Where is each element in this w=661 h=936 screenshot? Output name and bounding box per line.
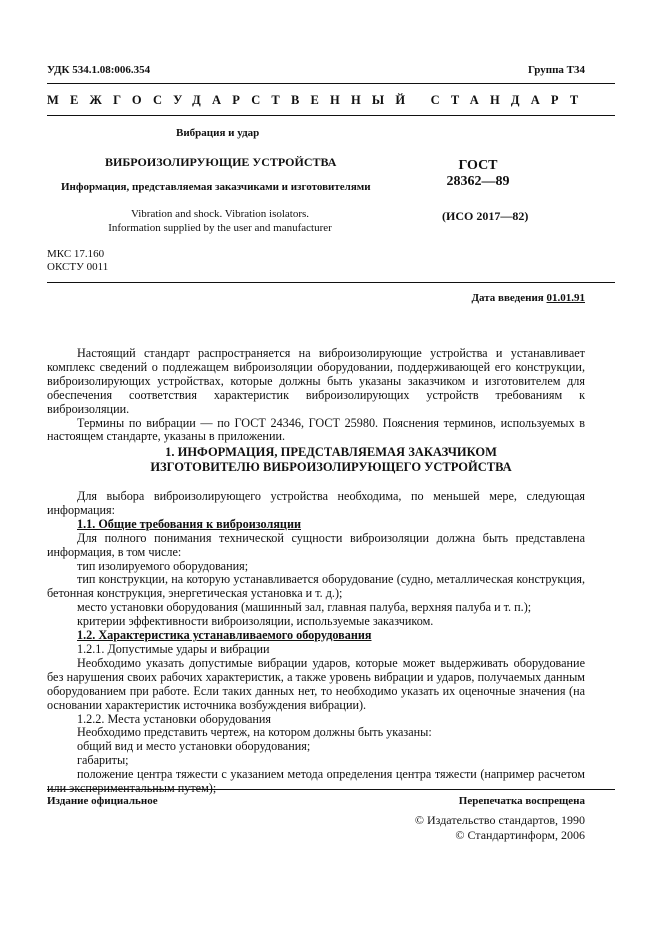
section-1-lead: Для выбора виброизолирующего устройства необходима, по меньшей мере, следующая информация: — [47, 489, 585, 517]
subject: Вибрация и удар — [176, 127, 260, 139]
subsection-1-2-2-text: Необходимо представить чертеж, на котором должны быть указаны: — [77, 725, 432, 740]
official-edition: Издание официальное — [47, 795, 158, 807]
okstu-code: ОКСТУ 0011 — [47, 261, 109, 273]
document-title: ВИБРОИЗОЛИРУЮЩИЕ УСТРОЙСТВА — [105, 155, 337, 169]
subsection-1-2-title: 1.2. Характеристика устанавливаемого оборудования — [77, 628, 372, 643]
list-item-general-view: общий вид и место установки оборудования; — [77, 739, 311, 754]
section-1-heading-line2: ИЗГОТОВИТЕЛЮ ВИБРОИЗОЛИРУЮЩЕГО УСТРОЙСТВА — [150, 460, 512, 474]
list-item-center-of-gravity: положение центра тяжести с указанием метода определения центра тяжести (например расчетом — [77, 767, 585, 782]
iso-reference: (ИСО 2017—82) — [442, 209, 529, 223]
standard-banner: МЕЖГОСУДАРСТВЕННЫЙ СТАНДАРТ — [47, 93, 590, 107]
footer-rule — [47, 789, 615, 790]
section-1-heading-line1: 1. ИНФОРМАЦИЯ, ПРЕДСТАВЛЯЕМАЯ ЗАКАЗЧИКОМ — [165, 445, 497, 459]
banner-rule — [47, 115, 615, 116]
subsection-1-2-1-text: Необходимо указать допустимые вибрации ударов, которые может выдерживать оборудование без нарушения своих рабочих характеристик, а также уровень вибрации и ударов, получаемых данным оборудованием при работе. Если таких данных нет, то необходимо указать их оценочные значения (на основании характеристик источника возбуждения вибрации). — [47, 655, 585, 712]
list-item-criteria: критерии эффективности виброизоляции, используемые заказчиком. — [77, 614, 434, 629]
classification-rule — [47, 282, 615, 283]
gost-number: 28362—89 — [446, 174, 510, 189]
list-item-structure-type: тип конструкции, на которую устанавливается оборудование (судно, металлическая конструкция, бетонная конструкция, энергетическая установка и т. д.); — [47, 572, 585, 601]
list-item-equipment-type: тип изолируемого оборудования; — [77, 558, 249, 573]
subsection-1-1-text: Для полного понимания технической сущности виброизоляции должна быть представлена информация, в том числе: — [47, 530, 585, 559]
date-value: 01.01.91 — [546, 292, 585, 304]
mks-code: МКС 17.160 — [47, 248, 105, 260]
document-subtitle: Информация, представляемая заказчиками и изготовителями — [61, 181, 371, 193]
copyright-1990: © Издательство стандартов, 1990 — [414, 813, 585, 827]
english-title-line2: Information supplied by the user and manufacturer — [108, 222, 332, 234]
top-rule — [47, 83, 615, 84]
date-label: Дата введения — [471, 292, 544, 304]
intro-section — [47, 347, 585, 444]
subsection-1-2-1-title: 1.2.1. Допустимые удары и вибрации — [77, 641, 270, 656]
intro-paragraph-2: Термины по вибрации — по ГОСТ 24346, ГОСТ 25980. Пояснения терминов, используемых в настоящем стандарте, указаны в приложении. — [47, 415, 585, 444]
subsection-1-2-2-title: 1.2.2. Места установки оборудования — [77, 711, 272, 726]
group-code: Группа Т34 — [527, 64, 585, 76]
subsection-1-1-title: 1.1. Общие требования к виброизоляции — [77, 516, 301, 531]
introduction-date — [471, 292, 585, 305]
list-item-installation-place: место установки оборудования (машинный зал, главная палуба, верхняя палуба и т. п.); — [77, 600, 532, 615]
udc-code: УДК 534.1.08:006.354 — [47, 64, 151, 76]
intro-paragraph-1: Настоящий стандарт распространяется на виброизолирующие устройства и устанавливает комплекс сведений о подлежащем виброизоляции оборудовании, поддерживающей его конструкции, виброизолирующих устройствах, которые должны быть указаны заказчиком и изготовителем для обеспечения соответствия характеристик виброизолирующих устройств требованиям к виброизоляции. — [47, 346, 585, 416]
copyright-2006: © Стандартинформ, 2006 — [455, 828, 585, 842]
english-title-line1: Vibration and shock. Vibration isolators. — [130, 208, 310, 220]
gost-label: ГОСТ — [458, 158, 498, 173]
list-item-dimensions: габариты; — [77, 753, 129, 768]
section-1-body — [47, 490, 585, 796]
reprint-notice: Перепечатка воспрещена — [458, 795, 585, 807]
